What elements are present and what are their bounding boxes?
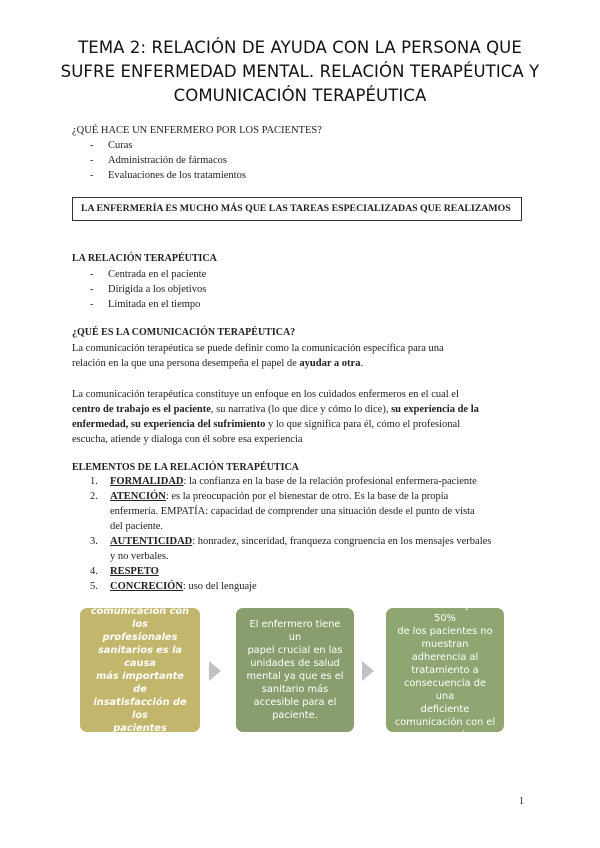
paragraph-line: centro de trabajo es el paciente, su narrativa (lo que dice y cómo lo dice), su experiencia de la [72,404,479,415]
paragraph-line: La comunicación terapéutica se puede definir como la comunicación específica para una [72,343,444,354]
question-heading: ¿QUÉ HACE UN ENFERMERO POR LOS PACIENTES? [72,125,322,136]
title-line: TEMA 2: RELACIÓN DE AYUDA CON LA PERSONA QUE [78,38,522,57]
page-title [40,36,560,108]
list-item: 2. ATENCIÓN: es la preocupación por el bienestar de otro. Es la base de la propia enfermería. EMPATÍA: capacidad de comprender una situación desde el punto de vista del paciente. [90,491,475,532]
section-heading-relacion: LA RELACIÓN TERAPÉUTICA [72,253,217,264]
list-item: 3. AUTENTICIDAD: honradez, sinceridad, franqueza congruencia en los mensajes verbales y no verbales. [90,536,492,562]
section-heading-elementos: ELEMENTOS DE LA RELACIÓN TERAPÉUTICA [72,462,299,473]
paragraph-line: La comunicación terapéutica constituye un enfoque en los cuidados enfermeros en el cual el [72,389,459,400]
paragraph-line: escucha, atiende y dialoga con él sobre esa experiencia [72,434,303,445]
quote-card: “La falta de comunicación con los profesionales sanitarios es la causa más importante de insatisfacción de los pacientes hospitalizados” [80,608,200,732]
info-card-adherence: Entre un 30 y un 50% de los pacientes no muestran adherencia al tratamiento a consecuencia de una deficiente comunicación con el personal. [386,608,504,732]
arrow-right-icon [209,661,221,681]
paragraph-line: enfermedad, su experiencia del sufrimiento y lo que significa para él, cómo el profesional [72,419,461,430]
info-card-nurse-role: El enfermero tiene un papel crucial en las unidades de salud mental ya que es el sanitario más accesible para el paciente. [236,608,354,732]
title-line: COMUNICACIÓN TERAPÉUTICA [173,86,427,105]
list-item: 1. FORMALIDAD: la confianza en la base de la relación profesional enfermera-paciente [90,476,477,487]
title-line: SUFRE ENFERMEDAD MENTAL. RELACIÓN TERAPÉUTICA Y [60,62,540,81]
elements-list [90,474,530,594]
page-number: 1 [519,796,524,807]
arrow-right-icon [362,661,374,681]
list-item: 4. RESPETO [90,566,159,577]
paragraph-line: relación en la que una persona desempeña el papel de ayudar a otra. [72,358,364,369]
list-item: 5. CONCRECIÓN: uso del lenguaje [90,581,257,592]
highlight-box: LA ENFERMERÍA ES MUCHO MÁS QUE LAS TAREAS ESPECIALIZADAS QUE REALIZAMOS [72,197,522,221]
section-heading-comunicacion: ¿QUÉ ES LA COMUNICACIÓN TERAPÉUTICA? [72,327,296,338]
